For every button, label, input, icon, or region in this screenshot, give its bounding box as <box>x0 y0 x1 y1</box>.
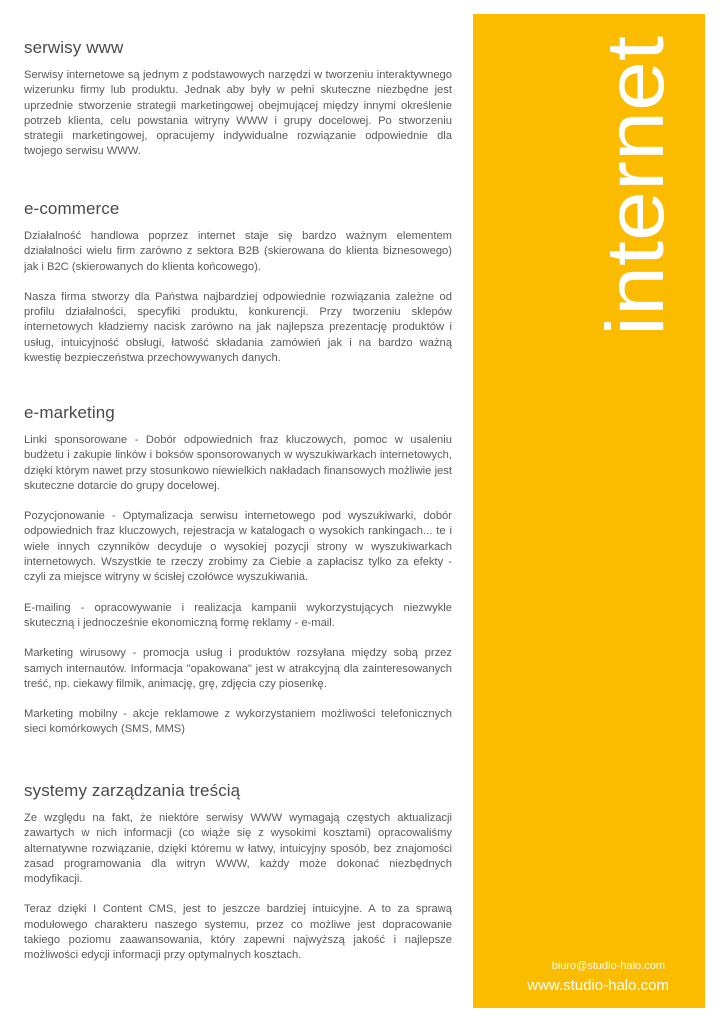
section-cms <box>24 781 452 979</box>
section-e-commerce <box>24 199 452 381</box>
section-paragraph: Nasza firma stworzy dla Państwa najbardziej odpowiednie rozwiązania zależne od profilu działalności, specyfiki produktu, konkurencji. Przy tworzeniu sklepów internetowych kładziemy nacisk zarówno na jak najlepsza prezentację produktów i usług, intuicyjność obsługi, łatwość składania zamówień jak i na bardzo ważną kwestię bezpieczeństwa przechowywanych danych. <box>24 290 452 365</box>
section-paragraph: E-mailing - opracowywanie i realizacja kampanii wykorzystujących niezwykle skuteczną i jednocześnie ekonomiczną formę reklamy - e-mail. <box>24 601 452 629</box>
section-paragraph: Teraz dzięki I Content CMS, jest to jeszcze bardziej intuicyjne. A to za sprawą modułowego charakteru naszego systemu, przez co możliwe jest dopracowanie takiego poziomu zaawansowania, który zapewni najwyższą jakość i najlepsze możliwości edycji informacji przy optymalnych kosztach. <box>24 903 452 962</box>
section-paragraph: Serwisy internetowe są jednym z podstawowych narzędzi w tworzeniu interaktywnego wizerunku firmy lub produktu. Jednak aby były w pełni skuteczne niezbędne jest uprzednie stworzenie strategii marketingowej obejmującej między innymi określenie potrzeb klienta, celu powstania witryny WWW i grupy docelowej. Po stworzeniu strategii marketingowej, opracujemy indywidualne rozwiązanie odpowiednie dla twojego serwisu WWW. <box>24 69 452 158</box>
sidebar-title <box>590 36 683 336</box>
section-title: systemy zarządzania treścią <box>24 781 241 800</box>
section-paragraph: Marketing mobilny - akcje reklamowe z wykorzystaniem możliwości telefonicznych sieci komórkowych (SMS, MMS) <box>24 708 452 736</box>
section-e-marketing <box>24 403 452 753</box>
section-paragraph: Ze względu na fakt, że niektóre serwisy WWW wymagają częstych aktualizacji zawartych w nich informacji (co wiąże się z wysokimi kosztami) opracowaliśmy alternatywne rozwiązanie, dzięki któremu w łatwy, intuicyjny sposób, bez znajomości zasad programowania dla witryn WWW, każdy może dokonać niezbędnych modyfikacji. <box>24 812 452 886</box>
contact-website[interactable]: www.studio-halo.com <box>527 977 669 994</box>
section-title: e-commerce <box>24 199 120 218</box>
sidebar-title-svg <box>590 36 683 336</box>
contact-email[interactable]: biuro@studio-halo.com <box>551 960 665 972</box>
section-paragraph: Działalność handlowa poprzez internet staje się bardzo ważnym elementem działalności wielu firm zarówno z sektora B2B (skierowana do klienta biznesowego) jak i B2C (skierowanych do klienta końcowego). <box>24 230 452 273</box>
sidebar-band <box>473 14 705 1008</box>
section-paragraph: Linki sponsorowane - Dobór odpowiednich fraz kluczowych, pomoc w usaleniu budżetu i zakupie linków i boksów sponsorowanych w wyszukiwarkach internetowych, dzięki którym nawet przy stosunkowo niewielkich nakładach finansowych możliwie jest skuteczne dotarcie do grupy docelowej. <box>24 434 452 492</box>
section-paragraph: Pozycjonowanie - Optymalizacja serwisu internetowego pod wyszukiwarki, dobór odpowiednich fraz kluczowych, rejestracja w katalogach o wysokich rankingach... te i wiele innych czynników decyduje o wysokiej pozycji strony w wyszukiwarkach internetowych. Wszystkie te rzeczy zrobimy za Ciebie a zapłacisz tylko za efekty - czyli za miejsce witryny w ścisłej czołówce wyszukiwania. <box>24 510 452 584</box>
sidebar-title-text: internet <box>590 62 681 336</box>
section-paragraph: Marketing wirusowy - promocja usług i produktów rozsyłana między sobą przez samych internautów. Informacja "opakowana" jest w atrakcyjną dla zainteresowanych treść, np. ciekawy filmik, animację, grę, zdjęcia czy piosenkę. <box>24 647 452 690</box>
section-title: e-marketing <box>24 403 115 422</box>
section-serwisy-www <box>24 38 452 175</box>
section-title: serwisy www <box>24 38 124 57</box>
